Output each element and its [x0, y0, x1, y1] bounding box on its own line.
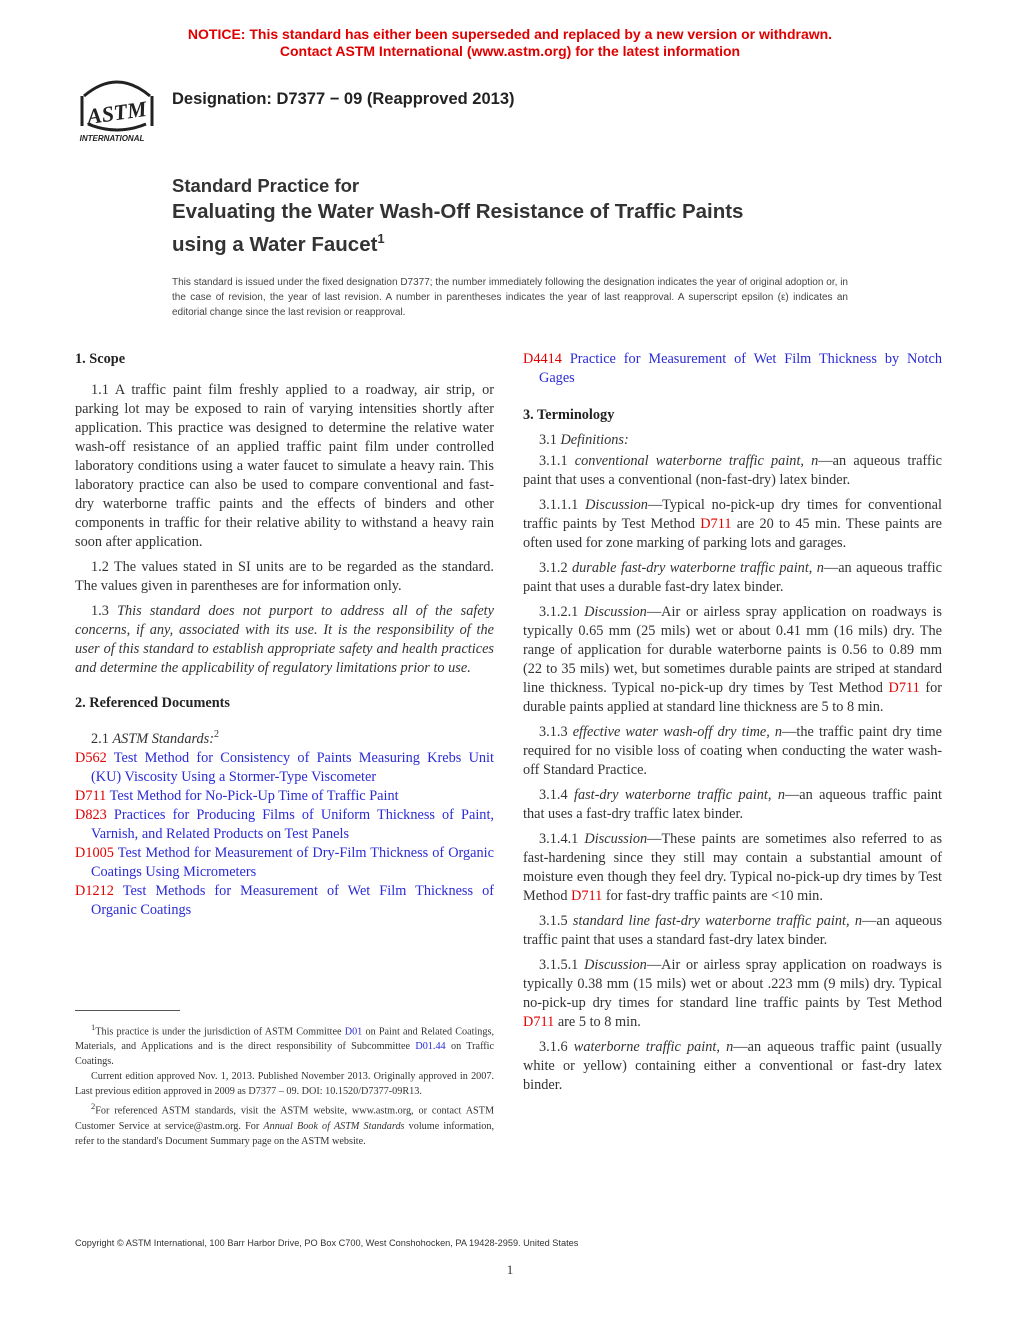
paragraph-1-2: 1.2 The values stated in SI units are to be regarded as the standard. The values given in parentheses are for information only. [75, 559, 494, 594]
logo-subtext: INTERNATIONAL [79, 134, 145, 143]
astm-logo-icon [74, 74, 160, 144]
reference-title[interactable]: Practice for Measurement of Wet Film Thickness by Notch Gages [539, 351, 942, 386]
reference-item[interactable] [75, 787, 494, 806]
discussion-text-cont: for fast-dry traffic paints are <10 min. [605, 888, 823, 904]
footnote-1-mark: 1 [91, 1022, 96, 1032]
scope-heading: 1. Scope [75, 351, 126, 367]
definitions-label: Definitions: [560, 432, 629, 448]
discussion-text: —Air or airless spray application on roadways is typically 0.38 mm (15 mils) wet or about .223 mm (9 mils) dry. Typical no-pick-up dry times for standard line traffic paints by Test Method [523, 957, 942, 1011]
discussion-number: 3.1.1.1 [539, 497, 579, 513]
definition-number: 3.1.1 [539, 453, 568, 469]
footnote-1-approval: Current edition approved Nov. 1, 2013. Published November 2013. Originally approved in 2007. Last previous edition approved in 2009 as D7377 – 09. DOI: 10.1520/D7377-09R13. [75, 1071, 494, 1098]
reference-item[interactable] [75, 844, 494, 882]
definition-number: 3.1.3 [539, 724, 568, 740]
referenced-documents-heading: 2. Referenced Documents [75, 695, 230, 711]
footnote-1-text-end: on Traffic Coatings. [75, 1041, 495, 1068]
discussion-text: —These paints are sometimes also referred to as fast-hardening since they still may contain a substantial amount of moisture even though they feel dry. Typical no-pick-up dry times by Test Method [523, 831, 943, 904]
discussion-number: 3.1.5.1 [539, 957, 579, 973]
definition-term: durable fast-dry waterborne traffic paint, n [572, 560, 824, 576]
definition-term: effective water wash-off dry time, n [572, 724, 783, 740]
discussion-number: 3.1.4.1 [539, 831, 579, 847]
title-line-3-text: using a Water Faucet [172, 232, 378, 256]
reference-code[interactable]: D823 [75, 806, 107, 823]
reference-title[interactable]: Test Method for No-Pick-Up Time of Traffic Paint [109, 787, 399, 804]
definition-text: —an aqueous traffic paint that uses a durable fast-dry latex binder. [523, 560, 942, 595]
paragraph-2-1-number: 2.1 [91, 730, 109, 747]
reference-code[interactable]: D1212 [75, 882, 114, 899]
discussion-3-1-4-1 [523, 830, 942, 906]
discussion-3-1-5-1 [523, 956, 942, 1032]
footnote-1 [75, 1020, 494, 1069]
footnotes [75, 1020, 494, 1149]
document-title [172, 174, 743, 258]
definition-text: —an aqueous traffic paint (usually white or yellow) containing either a conventional or fast-dry latex binder. [523, 1039, 942, 1093]
definition-3-1-3 [523, 723, 942, 780]
title-line-2: Evaluating the Water Wash-Off Resistance of Traffic Paints [172, 200, 744, 223]
paragraph-1-3 [75, 602, 494, 678]
footnote-2-text: For referenced ASTM standards, visit the ASTM website, www.astm.org, or contact ASTM Customer Service at service@astm.org. For [75, 1105, 494, 1132]
footnote-mark-2: 2 [214, 729, 219, 740]
definition-number: 3.1.2 [539, 560, 568, 576]
copyright-line: Copyright © ASTM International, 100 Barr Harbor Drive, PO Box C700, West Conshohocken, PA 19428-2959. United States [75, 1238, 579, 1248]
safety-statement: This standard does not purport to address all of the safety concerns, if any, associated with its use. It is the responsibility of the user of this standard to establish appropriate safety and health practices and determine the applicability of regulatory limitations prior to use. [75, 603, 494, 676]
reference-code[interactable]: D711 [75, 787, 107, 804]
discussion-label: Discussion [584, 957, 647, 973]
definition-3-1-5 [523, 912, 942, 950]
footnote-2-text-cont: volume information, refer to the standard's Document Summary page on the ASTM website. [75, 1120, 495, 1147]
definition-term: waterborne traffic paint, n [573, 1039, 734, 1055]
definition-3-1-6 [523, 1038, 942, 1095]
definition-term: fast-dry waterborne traffic paint, n [573, 787, 785, 803]
discussion-label: Discussion [584, 831, 648, 847]
right-column [523, 350, 942, 1101]
reference-title[interactable]: Test Method for Consistency of Paints Measuring Krebs Unit (KU) Viscosity Using a Stormer-Type Viscometer [91, 749, 494, 785]
discussion-3-1-2-1 [523, 603, 942, 717]
astm-standards-label: ASTM Standards: [112, 730, 214, 747]
discussion-number: 3.1.2.1 [539, 604, 579, 620]
discussion-text-cont: are 5 to 8 min. [557, 1014, 641, 1030]
footnote-1-text-cont: on Paint and Related Coatings, Materials, and Applications and is the direct responsibility of Subcommittee [75, 1026, 495, 1053]
discussion-3-1-1-1 [523, 496, 942, 553]
reference-code[interactable]: D4414 [523, 351, 562, 367]
designation: Designation: D7377 − 09 (Reapproved 2013) [172, 90, 515, 108]
issuance-statement: This standard is issued under the fixed designation D7377; the number immediately following the designation indicates the year of original adoption or, in the case of revision, the year of last revision. A number in parentheses indicates the year of last reapproval. A superscript epsilon (ε) indicates an editorial change since the last revision or reapproval. [172, 277, 848, 318]
definition-3-1-2 [523, 559, 942, 597]
title-footnote-mark: 1 [377, 231, 385, 246]
title-line-1: Standard Practice for [172, 175, 360, 196]
paragraph-2-1 [75, 725, 494, 749]
definition-text: —the traffic paint dry time required for no visible loss of coating when conducting the water wash-off Standard Practice. [523, 724, 942, 778]
annual-book-title: Annual Book of ASTM Standards [263, 1120, 405, 1132]
title-line-3 [172, 225, 743, 258]
footnote-divider [75, 1010, 180, 1011]
notice-banner [0, 26, 1020, 60]
reference-item[interactable] [75, 882, 494, 920]
footnote-1-text: This practice is under the jurisdiction of ASTM Committee [95, 1026, 342, 1038]
discussion-text: —Typical no-pick-up dry times for conventional traffic paints by Test Method [523, 497, 942, 532]
definition-number: 3.1.6 [539, 1039, 568, 1055]
discussion-text-cont: are 20 to 45 min. These paints are often used for zone marking of parking lots and garages. [523, 516, 943, 551]
d711-link[interactable]: D711 [523, 1014, 555, 1030]
reference-item[interactable] [75, 749, 494, 787]
paragraph-3-1 [523, 431, 942, 450]
footnote-2-mark: 2 [91, 1101, 96, 1112]
definition-number: 3.1.5 [539, 913, 568, 929]
definition-text: —an aqueous traffic paint that uses a standard fast-dry latex binder. [523, 913, 943, 948]
discussion-text: —Air or airless spray application on roadways is typically 0.65 mm (25 mils) wet or about 0.41 mm (16 mils) dry. The range of application for durable waterborne paints is 0.56 to 0.89 mm (22 to 35 mils) wet, but sometimes durable paints are striped at standard line thickness. Typical no-pick-up dry times by Test Method [523, 604, 942, 696]
reference-title[interactable]: Practices for Producing Films of Uniform Thickness of Paint, Varnish, and Related Products on Test Panels [91, 806, 495, 842]
notice-line-2: Contact ASTM International (www.astm.org) for the latest information [279, 43, 741, 59]
paragraph-1-3-number: 1.3 [91, 603, 109, 619]
paragraph-1-1: 1.1 A traffic paint film freshly applied to a roadway, air strip, or parking lot may be exposed to rain of varying intensities shortly after application. This practice was designed to determine the relative water wash-off resistance of an applied traffic paint film under controlled laboratory conditions using a water faucet to simulate a heavy rain. This laboratory practice can also be used to compare conventional and fast-dry waterborne traffic paints and the effects of binders and other components in traffic for their relative ability to withstand a heavy rain soon after application. [75, 382, 494, 550]
terminology-heading: 3. Terminology [523, 407, 615, 423]
definition-3-1-1 [523, 452, 942, 490]
reference-code[interactable]: D562 [75, 749, 107, 766]
definition-term: standard line fast-dry waterborne traffic paint, n [572, 913, 863, 929]
d711-link[interactable]: D711 [888, 680, 920, 696]
notice-line-1: NOTICE: This standard has either been superseded and replaced by a new version or withdrawn. [187, 26, 833, 42]
d711-link[interactable]: D711 [700, 516, 732, 532]
paragraph-3-1-number: 3.1 [539, 432, 557, 448]
discussion-label: Discussion [585, 497, 648, 513]
d711-link[interactable]: D711 [571, 888, 603, 904]
committee-d01-link[interactable]: D01 [344, 1026, 363, 1038]
subcommittee-d01-44-link[interactable]: D01.44 [415, 1041, 446, 1053]
definition-3-1-4 [523, 786, 942, 824]
definition-term: conventional waterborne traffic paint, n [574, 453, 819, 469]
discussion-text-cont: for durable paints applied at standard line thickness are 5 to 8 min. [523, 680, 943, 715]
reference-item[interactable] [523, 350, 942, 388]
definition-text: —an aqueous traffic paint that uses a conventional (non-fast-dry) latex binder. [523, 453, 943, 488]
logo-text: ASTM [85, 95, 149, 130]
footnote-2 [75, 1099, 494, 1148]
reference-code[interactable]: D1005 [75, 844, 114, 861]
reference-item[interactable] [75, 806, 494, 844]
left-column [75, 350, 494, 920]
definition-number: 3.1.4 [539, 787, 568, 803]
definition-text: —an aqueous traffic paint that uses a fast-dry traffic latex binder. [523, 787, 942, 822]
reference-title[interactable]: Test Methods for Measurement of Wet Film Thickness of Organic Coatings [91, 882, 494, 918]
page-number: 1 [506, 1262, 514, 1277]
discussion-label: Discussion [584, 604, 647, 620]
reference-title[interactable]: Test Method for Measurement of Dry-Film Thickness of Organic Coatings Using Micrometers [91, 844, 494, 880]
